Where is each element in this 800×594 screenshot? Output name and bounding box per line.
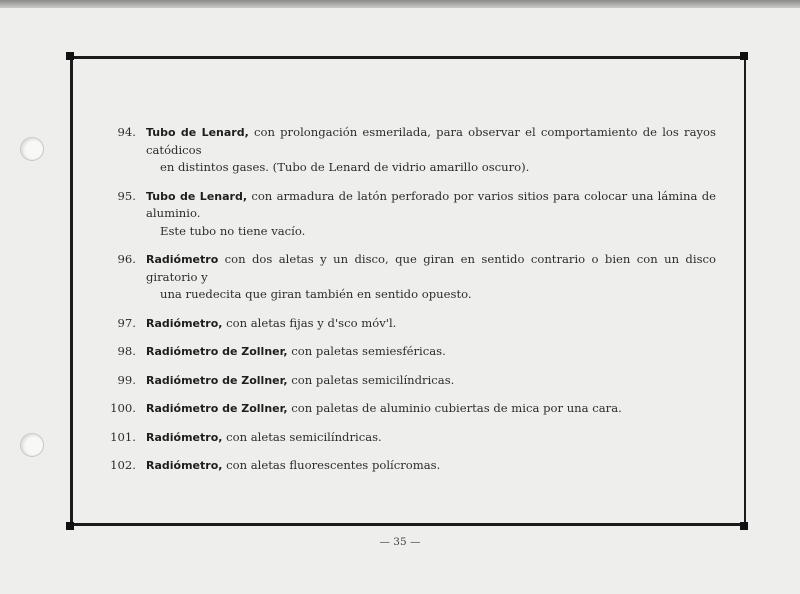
scan-edge: [0, 0, 800, 8]
entry-body: [146, 343, 716, 361]
frame-corner-mark: [66, 522, 74, 530]
entry-term: Radiómetro de Zollner,: [146, 402, 288, 415]
entry-text: con aletas semicilíndricas.: [222, 429, 382, 444]
entry-number: 96.: [117, 252, 136, 266]
entry-number: 99.: [117, 372, 136, 387]
entry-term: Tubo de Lenard,: [146, 126, 249, 139]
entry-body: [146, 315, 716, 333]
entry-term: Radiómetro,: [146, 459, 223, 472]
entry-term: Radiómetro de Zollner,: [146, 373, 288, 387]
entry-term: Radiómetro,: [146, 430, 223, 444]
page-number: — 35 —: [379, 536, 421, 548]
entry-body: [146, 124, 716, 177]
entry-text: con paletas semicilíndricas.: [287, 372, 455, 387]
catalog-entry: [100, 400, 716, 418]
entry-number: 95.: [117, 188, 136, 203]
catalog-entry: [100, 457, 716, 475]
catalog-entry: [100, 372, 716, 390]
entry-body: [146, 251, 716, 304]
entry-text: con paletas semiesféricas.: [287, 344, 446, 358]
entry-text: con paletas de aluminio cubiertas de mica por una cara.: [287, 401, 622, 415]
entry-text: con aletas fijas y d'sco móv'l.: [222, 315, 397, 330]
entry-continuation: Este tubo no tiene vacío.: [160, 223, 306, 238]
catalog-entry: [100, 343, 716, 361]
frame-corner-mark: [740, 522, 748, 530]
entry-body: [146, 457, 716, 475]
frame-corner-mark: [740, 52, 748, 60]
entry-number: 97.: [117, 315, 136, 330]
entry-number: 100.: [110, 401, 136, 415]
binder-hole: [20, 137, 44, 161]
entry-body: [146, 429, 716, 447]
catalog-entry: [100, 429, 716, 447]
entry-term: Radiómetro: [146, 253, 219, 266]
entry-number: 101.: [110, 429, 136, 444]
binder-hole: [20, 433, 44, 457]
catalog-entry: [100, 188, 716, 241]
entry-body: [146, 372, 716, 390]
catalog-entry-list: [100, 124, 716, 475]
catalog-entry: [100, 315, 716, 333]
entry-text: con aletas fluorescentes polícromas.: [222, 458, 441, 472]
entry-continuation: una ruedecita que giran también en sentido opuesto.: [160, 287, 472, 301]
entry-text: con prolongación esmerilada, para observar el comportamiento de los rayos catódicos: [146, 125, 716, 157]
entry-body: [146, 400, 716, 418]
entry-term: Radiómetro,: [146, 316, 223, 330]
catalog-entry: [100, 251, 716, 304]
entry-text: con armadura de latón perforado por varios sitios para colocar una lámina de aluminio.: [146, 188, 716, 220]
entry-text: con dos aletas y un disco, que giran en sentido contrario o bien con un disco giratorio y: [146, 252, 716, 284]
catalog-entry: [100, 124, 716, 177]
entry-number: 102.: [110, 458, 136, 472]
entry-term: Radiómetro de Zollner,: [146, 345, 288, 358]
entry-number: 94.: [117, 125, 136, 139]
entry-term: Tubo de Lenard,: [146, 189, 248, 203]
entry-body: [146, 188, 716, 241]
entry-number: 98.: [117, 344, 136, 358]
entry-continuation: en distintos gases. (Tubo de Lenard de vidrio amarillo oscuro).: [160, 160, 530, 174]
frame-corner-mark: [66, 52, 74, 60]
